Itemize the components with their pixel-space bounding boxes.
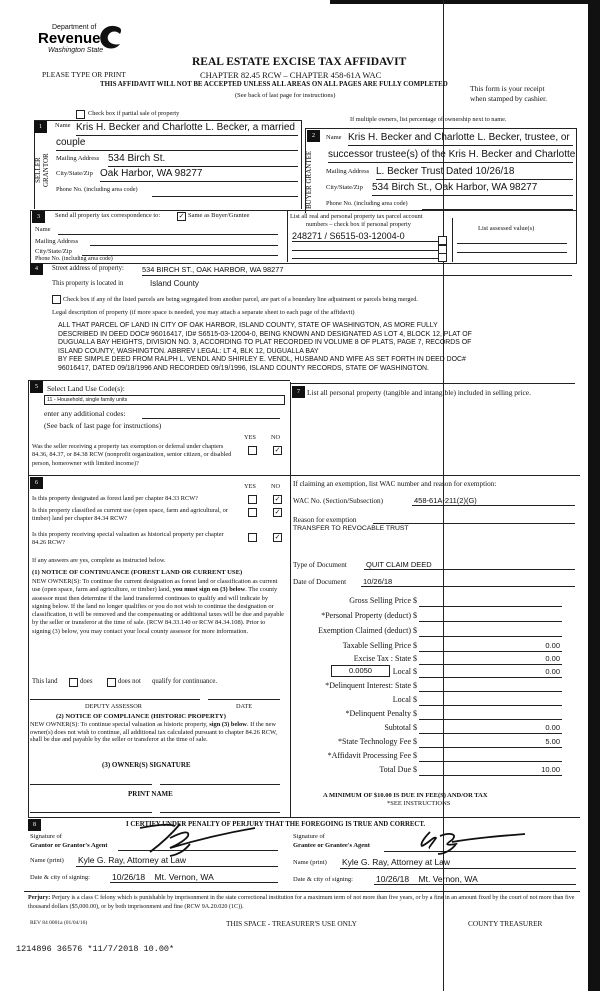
if-yes-note: If any answers are yes, complete as instructed below. xyxy=(32,557,166,564)
fee-label: Taxable Selling Price $ xyxy=(342,641,417,650)
fee-row xyxy=(290,737,580,749)
phone-label: Phone No. (including area code) xyxy=(35,256,113,262)
qualify-label: qualify for continuance. xyxy=(152,678,218,685)
fee-row xyxy=(290,611,580,623)
fee-row xyxy=(290,751,580,763)
doc-type-label: Type of Document xyxy=(293,561,347,569)
fee-underline xyxy=(419,705,562,706)
receipt-note: This form is your receipt xyxy=(470,84,545,93)
fee-row xyxy=(290,765,580,777)
grantee-signature-label: Signature of xyxy=(293,833,325,840)
form-chapter: CHAPTER 82.45 RCW – CHAPTER 458-61A WAC xyxy=(200,70,382,80)
fee-underline xyxy=(419,621,562,622)
buyer-mailing[interactable]: L. Becker Trust Dated 10/26/18 xyxy=(376,166,515,177)
grantee-date-city[interactable]: 10/26/18 Mt. Vernon, WA xyxy=(376,874,478,884)
minimum-due-note: A MINIMUM OF $10.00 IS DUE IN FEE(S) AND/OR TAX xyxy=(323,792,488,799)
see-instructions-note: *SEE INSTRUCTIONS xyxy=(387,800,451,807)
grantee-signature[interactable] xyxy=(400,826,530,858)
section-number: 4 xyxy=(30,263,43,275)
additional-codes-label: enter any additional codes: xyxy=(44,409,126,418)
street-address-label: Street address of property: xyxy=(52,265,124,272)
local-rate-field[interactable]: 0.0050 xyxy=(331,665,390,677)
fee-row xyxy=(290,723,580,735)
fee-label: Subtotal $ xyxy=(384,723,417,732)
mailing-label: Mailing Address xyxy=(35,238,79,245)
fee-amount[interactable]: 10.00 xyxy=(541,765,560,774)
grantor-date-city[interactable]: 10/26/18 Mt. Vernon, WA xyxy=(112,872,214,882)
certify-statement: I CERTIFY UNDER PENALTY OF PERJURY THAT THE FOREGOING IS TRUE AND CORRECT. xyxy=(126,821,426,828)
land-use-select[interactable]: 11 - Household, single family units xyxy=(44,395,285,405)
scan-edge-right xyxy=(588,0,600,991)
grantor-date-label: Date & city of signing: xyxy=(30,874,90,881)
section-number: 7 xyxy=(292,386,305,398)
seller-name-cont[interactable]: couple xyxy=(56,137,86,148)
logo-swirl-icon xyxy=(96,24,124,50)
fee-row xyxy=(290,709,580,721)
fee-underline xyxy=(419,651,562,652)
send-correspondence-label: Send all property tax correspondence to: xyxy=(55,212,161,219)
seller-city[interactable]: Oak Harbor, WA 98277 xyxy=(100,168,203,179)
logo-text: Washington State xyxy=(48,47,104,54)
section-number: 8 xyxy=(28,819,41,831)
exemption-no-checkbox[interactable]: ✓ xyxy=(274,446,281,454)
name-label: Name xyxy=(35,226,51,233)
please-type: PLEASE TYPE OR PRINT xyxy=(42,70,126,79)
legal-line: ALL THAT PARCEL OF LAND IN CITY OF OAK HARBOR, ISLAND COUNTY, STATE OF WASHINGTON, AS MORE FULLY xyxy=(58,322,438,329)
city-label: City/State/Zip xyxy=(56,170,93,177)
notice-compliance-text: NEW OWNER(S): To continue special valuation as historic property, sign (3) below. If the new owner(s) does not wish to continue, all additional tax calculated pursuant to chapter 84.26 RCW, shall be due and payable by the seller or transferor at the time of sale. xyxy=(30,721,277,744)
fee-label: *Delinquent Penalty $ xyxy=(345,709,417,718)
name-label: Name xyxy=(55,122,71,129)
fee-label: *State Technology Fee $ xyxy=(337,737,417,746)
legal-line: ISLAND COUNTY, WASHINGTON. ABBREV LEGAL: LT 4, BLK 12, DUGUALLA BAY xyxy=(58,347,319,355)
date-label: DATE xyxy=(236,703,253,710)
property-street-address[interactable]: 534 BIRCH ST., OAK HARBOR, WA 98277 xyxy=(142,265,284,274)
mailing-label: Mailing Address xyxy=(326,168,370,175)
legal-line: 96016417, DATED 09/18/1996 AND RECORDED 09/19/1996, ISLAND COUNTY RECORDS, STATE OF WASHINGTON. xyxy=(58,364,429,372)
fee-label: Total Due $ xyxy=(379,765,417,774)
fee-label: Exemption Claimed (deduct) $ xyxy=(318,626,417,635)
current-use-yes-checkbox[interactable] xyxy=(248,508,257,517)
seller-name[interactable]: Kris H. Becker and Charlotte L. Becker, a married xyxy=(76,122,295,133)
fee-underline xyxy=(419,775,562,776)
grantee-signature-label: Grantee or Grantee's Agent xyxy=(293,842,370,849)
fee-underline xyxy=(419,761,562,762)
this-land-label: This land xyxy=(32,678,58,685)
fee-label: Local $ xyxy=(392,695,417,704)
parcel-number[interactable]: 248271 / S6515-03-12004-0 xyxy=(292,231,405,241)
fee-underline xyxy=(419,733,562,734)
logo-text: Department of xyxy=(52,24,97,31)
county-treasurer-label: COUNTY TREASURER xyxy=(468,919,543,928)
mailing-label: Mailing Address xyxy=(56,155,100,162)
fee-underline xyxy=(419,677,562,678)
fee-underline xyxy=(419,691,562,692)
grantor-name-label: Name (print) xyxy=(30,857,64,864)
see-back-instructions: (See back of last page for instructions) xyxy=(44,421,162,430)
fee-amount[interactable]: 0.00 xyxy=(545,641,560,650)
fee-underline xyxy=(419,636,562,637)
name-label: Name xyxy=(326,134,342,141)
fee-label: Excise Tax : State $ xyxy=(353,654,417,663)
personal-property-checkbox[interactable] xyxy=(438,236,447,245)
fee-label: *Delinquent Interest: State $ xyxy=(325,681,417,690)
partial-sale-checkbox[interactable] xyxy=(76,110,85,119)
forest-yes-checkbox[interactable] xyxy=(248,495,257,504)
partial-sale-label: Check box if partial sale of property xyxy=(88,110,180,117)
legal-line: DUGUALLA BAY HEIGHTS, DIVISION NO. 3, ACCORDING TO PLAT RECORDED IN VOLUME 8 OF PLATS, PAGE 7, RECORDS OF xyxy=(58,339,472,347)
buyer-name[interactable]: Kris H. Becker and Charlotte L. Becker, trustee, or xyxy=(348,132,570,143)
wac-number[interactable]: 458-61A-211(2)(G) xyxy=(414,496,477,505)
fee-underline xyxy=(419,747,562,748)
buyer-name-cont[interactable]: successor trustee(s) of the Kris H. Becker and Charlotte xyxy=(328,149,576,160)
see-back: (See back of last page for instructions) xyxy=(235,92,336,99)
located-label: This property is located in xyxy=(52,280,124,287)
forest-no-checkbox[interactable]: ✓ xyxy=(274,495,281,503)
grantee-print-name[interactable]: Kyle G. Ray, Attorney at Law xyxy=(342,857,451,867)
perjury-notice: Perjury: Perjury is a class C felony which is punishable by imprisonment in the state correctional institution for a maximum term of not more than five years, or by a fine in an amount fixed by the court of not more than five thousand dollars ($5,000.00), or by both imprisonment and fine (RCW 9A.20.020 (1C)). xyxy=(28,895,575,910)
owner-signature-label: (3) OWNER(S) SIGNATURE xyxy=(102,761,191,769)
city-label: City/State/Zip xyxy=(326,184,363,191)
legal-line: BY FEE SIMPLE DEED FROM RALPH L. VENDL AND SHIRLEY E. VENDL, HUSBAND AND WIFE AS SET FORTH IN DEED DOC# xyxy=(58,356,466,364)
form-title: REAL ESTATE EXCISE TAX AFFIDAVIT xyxy=(192,56,407,68)
does-not-label: does not xyxy=(118,678,141,685)
parcel-header: numbers – check box if personal property xyxy=(306,221,411,228)
personal-property-checkbox[interactable] xyxy=(438,253,447,262)
no-header: NO xyxy=(271,434,281,441)
doc-date-label: Date of Document xyxy=(293,578,347,586)
legal-description-label: Legal description of property (if more space is needed, you may attach a separate sheet to each page of the affidavit) xyxy=(52,309,355,316)
same-as-buyer-checkbox[interactable]: ✓ xyxy=(178,212,185,220)
section-number: 1 xyxy=(34,121,47,133)
land-use-label: Select Land Use Code(s): xyxy=(47,384,125,393)
exemption-reason[interactable]: TRANSFER TO REVOCABLE TRUST xyxy=(293,525,409,532)
wac-label: WAC No. (Section/Subsection) xyxy=(293,497,384,505)
reason-label: Reason for exemption xyxy=(293,516,357,524)
section-number: 3 xyxy=(32,211,45,223)
forest-land-question: Is this property designated as forest land per chapter 84.33 RCW? xyxy=(32,495,198,502)
seller-grantor-label: SELLER GRANTOR xyxy=(34,153,50,187)
fee-underline xyxy=(419,664,562,665)
fee-amount[interactable]: 5.00 xyxy=(545,737,560,746)
current-use-no-checkbox[interactable]: ✓ xyxy=(274,508,281,516)
yes-header: YES xyxy=(244,434,256,441)
notice-compliance-title: (2) NOTICE OF COMPLIANCE (HISTORIC PROPERTY) xyxy=(56,713,226,720)
deputy-assessor-label: DEPUTY ASSESSOR xyxy=(85,703,142,710)
form-warning: THIS AFFIDAVIT WILL NOT BE ACCEPTED UNLESS ALL AREAS ON ALL PAGES ARE FULLY COMPLETED xyxy=(100,81,448,88)
multiple-owners-note: If multiple owners, list percentage of ownership next to name. xyxy=(350,116,507,123)
personal-property-label: List all personal property (tangible and intangible) included in selling price. xyxy=(307,388,531,397)
exemption-label: If claiming an exemption, list WAC number and reason for exemption: xyxy=(293,480,497,488)
fee-row xyxy=(290,596,580,608)
phone-label: Phone No. (including area code) xyxy=(326,200,408,207)
fee-label: Gross Selling Price $ xyxy=(349,596,417,605)
segregated-parcel-checkbox[interactable] xyxy=(52,295,61,304)
fee-underline xyxy=(419,719,562,720)
historic-no-checkbox[interactable]: ✓ xyxy=(274,533,281,541)
fee-row xyxy=(290,695,580,707)
fee-row xyxy=(290,626,580,638)
buyer-grantee-label: BUYER GRANTEE xyxy=(305,150,313,210)
grantor-signature-label: Grantor or Grantor's Agent xyxy=(30,842,108,849)
historic-question: Is this property receiving special valuation as historical property per chapter 84.26 RCW? xyxy=(32,531,224,547)
historic-yes-checkbox[interactable] xyxy=(248,533,257,542)
form-id: REV 84 0001a (01/04/16) xyxy=(30,920,88,926)
property-county[interactable]: Island County xyxy=(150,279,199,288)
treasurer-space-label: THIS SPACE - TREASURER'S USE ONLY xyxy=(226,919,357,928)
fee-label: *Personal Property (deduct) $ xyxy=(321,611,417,620)
fee-label: Local $ xyxy=(392,667,417,676)
parcel-header: List all real and personal property tax parcel account xyxy=(290,213,423,220)
seller-mailing[interactable]: 534 Birch St. xyxy=(108,153,166,164)
print-name-label: PRINT NAME xyxy=(128,790,173,798)
fee-amount[interactable]: 0.00 xyxy=(545,654,560,663)
legal-description[interactable] xyxy=(58,322,472,374)
document-type[interactable]: QUIT CLAIM DEED xyxy=(366,560,432,569)
yes-header: YES xyxy=(244,483,256,490)
notice-continuance-title: (1) NOTICE OF CONTINUANCE (FOREST LAND OR CURRENT USE) xyxy=(32,569,243,576)
no-header: NO xyxy=(271,483,281,490)
does-label: does xyxy=(80,678,93,685)
grantee-name-label: Name (print) xyxy=(293,859,327,866)
exemption-yes-checkbox[interactable] xyxy=(248,446,257,455)
logo-text: Revenue xyxy=(38,30,101,47)
exemption-question: Was the seller receiving a property tax exemption or deferral under chapters 84.36, 84.37, or 84.38 RCW (nonprofit organization, senior citizen, or disabled person, homeowner with limited income)? xyxy=(32,443,232,467)
notice-continuance-text: NEW OWNER(S): To continue the current designation as forest land or classification as current use (open space, farm and agriculture, or timber) land, you must sign on (3) below. The county assessor must then determine if the land transferred continues to qualify and will indicate by signing below. If the land no longer qualifies or you do not wish to continue the designation or classification, it will be removed and the compensating or additional taxes will be due and payable by the seller or transferor at the time of sale. (RCW 84.33.140 or RCW 84.34.108). Prior to signing (3) below, you may contact your local county assessor for more information. xyxy=(32,578,284,635)
does-not-qualify-checkbox[interactable] xyxy=(107,678,116,687)
fee-label: *Affidavit Processing Fee $ xyxy=(327,751,417,760)
grantor-signature-label: Signature of xyxy=(30,833,62,840)
city-label: City/State/Zip xyxy=(35,248,72,255)
same-as-buyer-label: Same as Buyer/Grantee xyxy=(188,212,250,219)
fee-amount[interactable]: 0.00 xyxy=(545,667,560,676)
fee-row xyxy=(290,681,580,693)
current-use-question: Is this property classified as current use (open space, farm and agricultural, or timber) land per chapter 84.34 RCW? xyxy=(32,507,228,523)
fee-underline xyxy=(419,606,562,607)
grantee-date-label: Date & city of signing: xyxy=(293,876,353,883)
phone-label: Phone No. (including area code) xyxy=(56,186,138,193)
fee-amount[interactable]: 0.00 xyxy=(545,723,560,732)
document-date[interactable]: 10/26/18 xyxy=(363,577,393,586)
segregated-label: Check box if any of the listed parcels are being segregated from another parcel, are part of a boundary line adjustment or parcels being merged. xyxy=(63,296,418,303)
does-qualify-checkbox[interactable] xyxy=(69,678,78,687)
assessed-value-header: List assessed value(s) xyxy=(478,225,535,232)
section-number: 2 xyxy=(307,130,320,142)
scan-edge-top xyxy=(330,0,600,4)
section-number: 6 xyxy=(30,477,43,489)
section-number: 5 xyxy=(30,381,43,393)
treasurer-stamp: 1214896 36576 *11/7/2018 10.00* xyxy=(16,944,175,954)
fee-row xyxy=(290,641,580,653)
receipt-note: when stamped by cashier. xyxy=(470,94,548,103)
buyer-city[interactable]: 534 Birch St., Oak Harbor, WA 98277 xyxy=(372,182,538,193)
grantor-print-name[interactable]: Kyle G. Ray, Attorney at Law xyxy=(78,855,187,865)
legal-line: DESCRIBED IN DEED DOC# 96016417, ID# S6515-03-12004-0, BEING KNOWN AND DESIGNATED AS LOT 4, BLOCK 12, PLAT OF xyxy=(58,330,472,338)
